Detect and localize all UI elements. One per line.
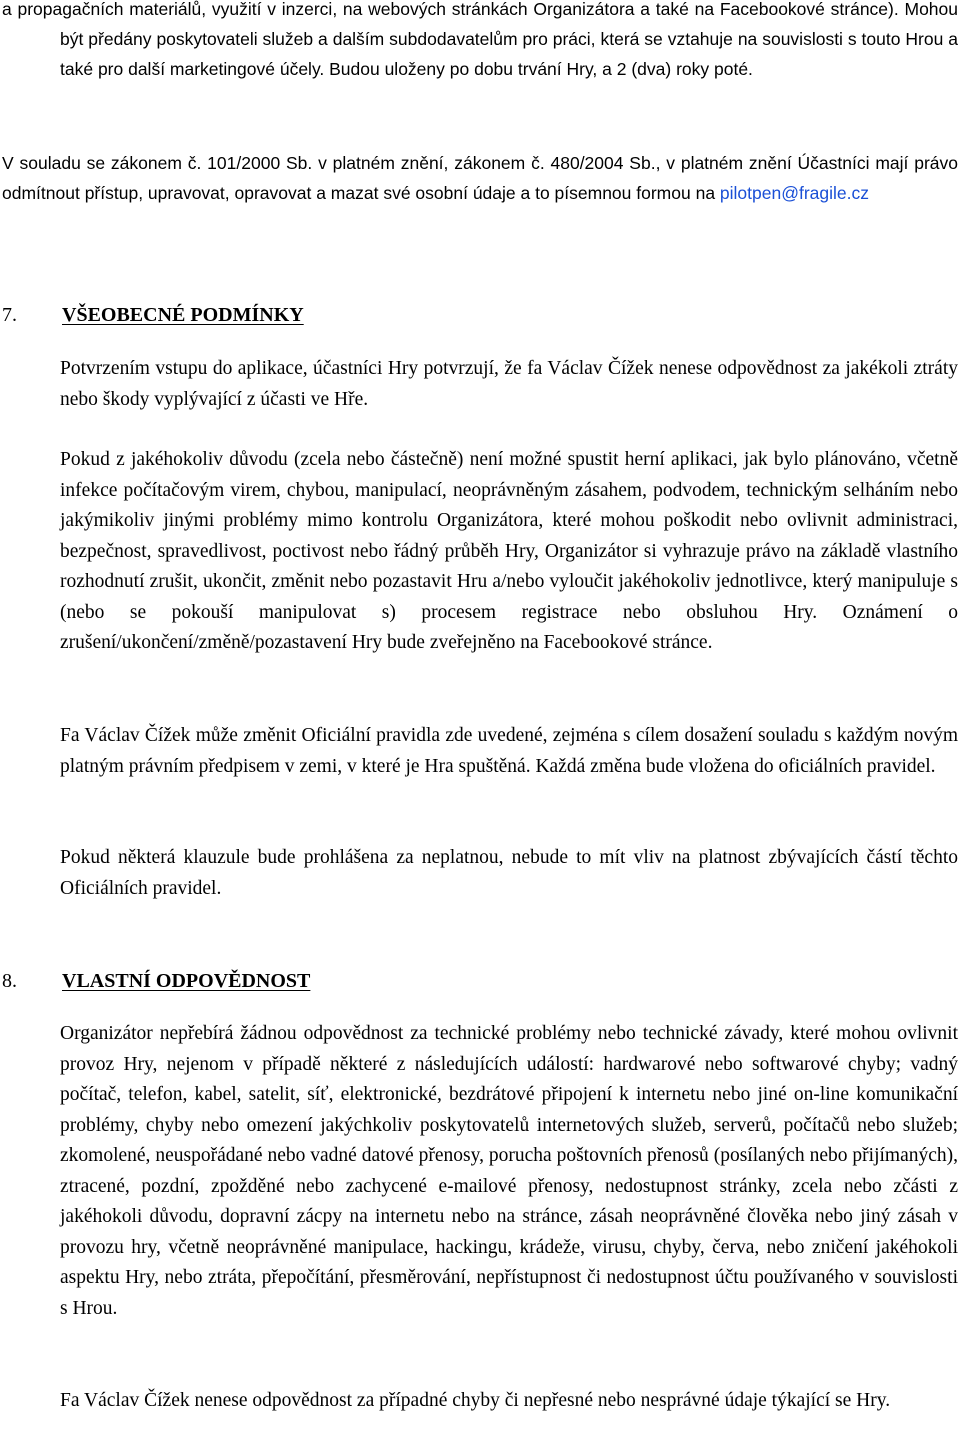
email-link[interactable]: pilotpen@fragile.cz	[719, 183, 870, 203]
section-7-paragraph: Pokud některá klauzule bude prohlášena za neplatnou, nebude to mít vliv na platnost zbývajících částí těchto Oficiálních pravidel.	[60, 847, 958, 899]
section-7-heading	[2, 300, 958, 330]
section-7-title: VŠEOBECNÉ PODMÍNKY	[62, 304, 304, 326]
section-8-title: VLASTNÍ ODPOVĚDNOST	[62, 970, 311, 992]
law-text: V souladu se zákonem č. 101/2000 Sb. v platném znění, zákonem č. 480/2004 Sb., v platném znění Účastníci mají právo odmítnout přístup, upravovat, opravovat a mazat své osobní údaje a to písemnou formou na	[2, 153, 958, 203]
section-7-paragraph: Potvrzením vstupu do aplikace, účastníci Hry potvrzují, že fa Václav Čížek nenese odpovědnost za jakékoli ztráty nebo škody vyplývající z účasti ve Hře.	[60, 358, 958, 410]
law-paragraph	[2, 148, 958, 208]
section-8-paragraph: Organizátor nepřebírá žádnou odpovědnost za technické problémy nebo technické závady, které mohou ovlivnit provoz Hry, nejenom v případě některé z následujících událostí: hardwarové nebo softwarové chyby; vadný počítač, telefon, kabel, satelit, síť, elektronické, bezdrátové připojení k internetu nebo jiné on-line komunikační problémy, chyby nebo omezení jakýchkoliv poskytovatelů internetových služeb, serverů, počítačů nebo služeb; zkomolené, neuspořádané nebo vadné datové přenosy, porucha poštovních přenosů (posílaných nebo přijímaných), ztracené, pozdní, zpožděné nebo zachycené e-mailové přenosy, nedostupnost stránky, zcela nebo zčásti z jakéhokoli důvodu, dopravní zácpy na internetu nebo na stránce, zásah neoprávněné člověka nebo jiný zásah v provozu hry, včetně neoprávněné manipulace, hackingu, krádeže, virusu, chyby, červa, nebo zničení jakéhokoli aspektu Hry, nebo ztráta, přepočítání, přesměrování, nepřístupnost či nedostupnost účtu používaného v souvislosti s Hrou.	[60, 1023, 958, 1319]
section-8-number: 8.	[2, 970, 17, 992]
section-8-heading	[2, 966, 958, 996]
section-7-paragraph: Pokud z jakéhokoliv důvodu (zcela nebo částečně) není možné spustit herní aplikaci, jak bylo plánováno, včetně infekce počítačovým virem, chybou, manipulací, neoprávněným zásahem, podvodem, technickým selháním nebo jakýmikoliv jinými problémy mimo kontrolu Organizátora, které mohou poškodit nebo ovlivnit administraci, bezpečnost, spravedlivost, poctivost nebo řádný průběh Hry, Organizátor si vyhrazuje právo na základě vlastního rozhodnutí zrušit, ukončit, změnit nebo pozastavit Hru a/nebo vyloučit jakéhokoliv jednotlivce, který manipuluje s (nebo se pokouší manipulovat s) procesem registrace nebo obsluhou Hry. Oznámení o zrušení/ukončení/změně/pozastavení Hry bude zveřejněno na Facebookové stránce.	[60, 449, 958, 653]
section-7-paragraph: Fa Václav Čížek může změnit Oficiální pravidla zde uvedené, zejména s cílem dosažení souladu s každým novým platným právním předpisem v zemi, v které je Hra spuštěná. Každá změna bude vložena do oficiálních pravidel.	[60, 725, 958, 777]
section-8-paragraph: Fa Václav Čížek nenese odpovědnost za případné chyby či nepřesné nebo nesprávné údaje týkající se Hry.	[60, 1390, 891, 1411]
section-7-number: 7.	[2, 304, 17, 326]
intro-paragraph: a propagačních materiálů, využití v inzerci, na webových stránkách Organizátora a také na Facebookové stránce). Mohou být předány poskytovateli služeb a dalším subdodavatelům pro práci, která se vztahuje na souvislosti s touto Hrou a také pro další marketingové účely. Budou uloženy po dobu trvání Hry, a 2 (dva) roky poté.	[2, 0, 958, 79]
